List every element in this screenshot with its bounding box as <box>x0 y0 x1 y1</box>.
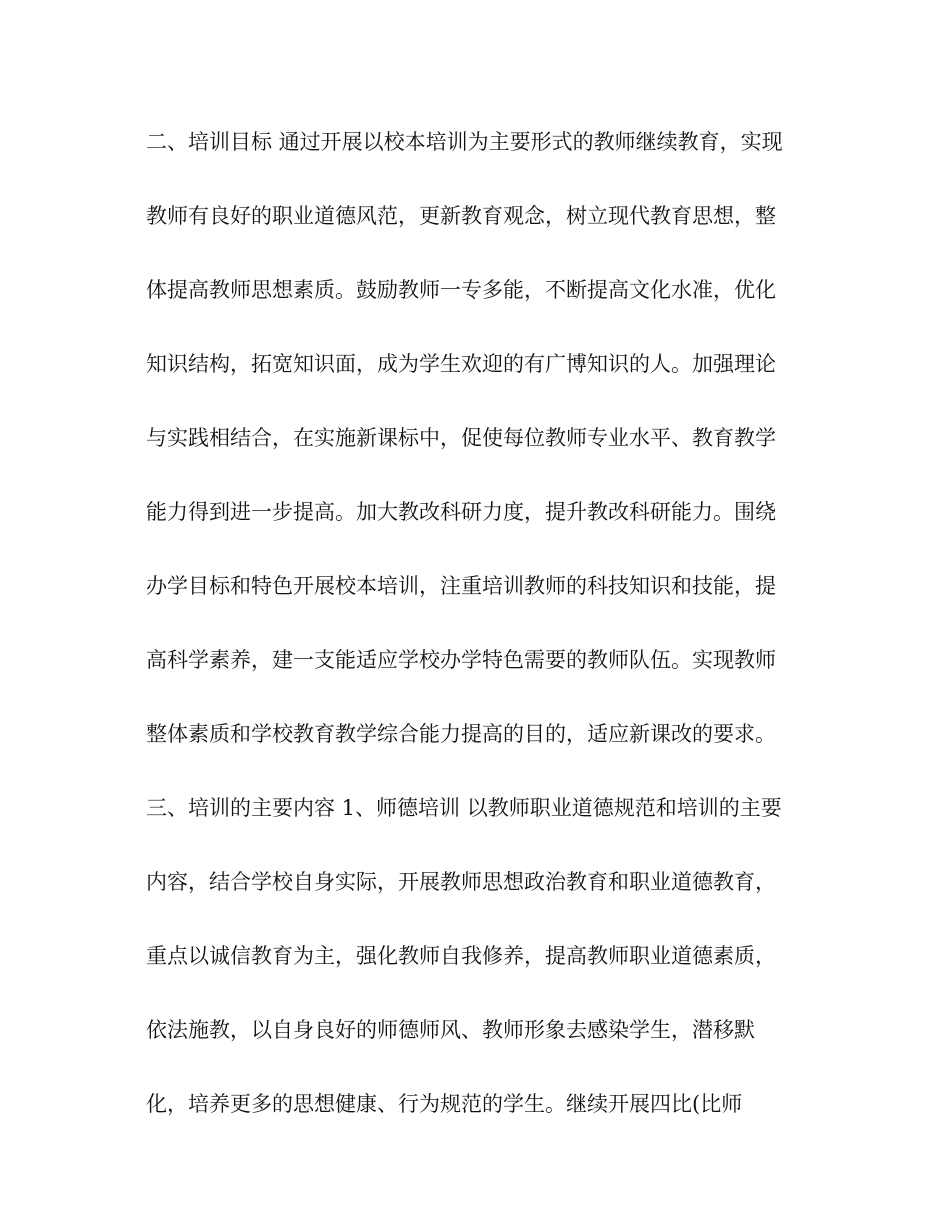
text-line: 内容，结合学校自身实际，开展教师思想政治教育和职业道德教育， <box>146 870 776 894</box>
text-line: 教师有良好的职业道德风范，更新教育观念，树立现代教育思想，整 <box>146 204 776 228</box>
text-line: 知识结构，拓宽知识面，成为学生欢迎的有广博知识的人。加强理论 <box>146 352 776 376</box>
text-line: 高科学素养，建一支能适应学校办学特色需要的教师队伍。实现教师 <box>146 648 776 672</box>
text-line: 三、培训的主要内容 1、师德培训 以教师职业道德规范和培训的主要 <box>146 796 782 820</box>
text-line: 与实践相结合，在实施新课标中，促使每位教师专业水平、教育教学 <box>146 426 776 450</box>
text-line: 重点以诚信教育为主，强化教师自我修养，提高教师职业道德素质， <box>146 944 776 968</box>
text-line: 体提高教师思想素质。鼓励教师一专多能，不断提高文化水准，优化 <box>146 278 776 302</box>
text-line: 化，培养更多的思想健康、行为规范的学生。继续开展四比(比师 <box>146 1092 743 1116</box>
text-line: 整体素质和学校教育教学综合能力提高的目的，适应新课改的要求。 <box>146 722 776 746</box>
text-line: 依法施教，以自身良好的师德师风、教师形象去感染学生，潜移默 <box>146 1018 755 1042</box>
text-line: 能力得到进一步提高。加大教改科研力度，提升教改科研能力。围绕 <box>146 500 776 524</box>
text-line: 二、培训目标 通过开展以校本培训为主要形式的教师继续教育，实现 <box>146 130 783 154</box>
text-line: 办学目标和特色开展校本培训，注重培训教师的科技知识和技能，提 <box>146 574 776 598</box>
